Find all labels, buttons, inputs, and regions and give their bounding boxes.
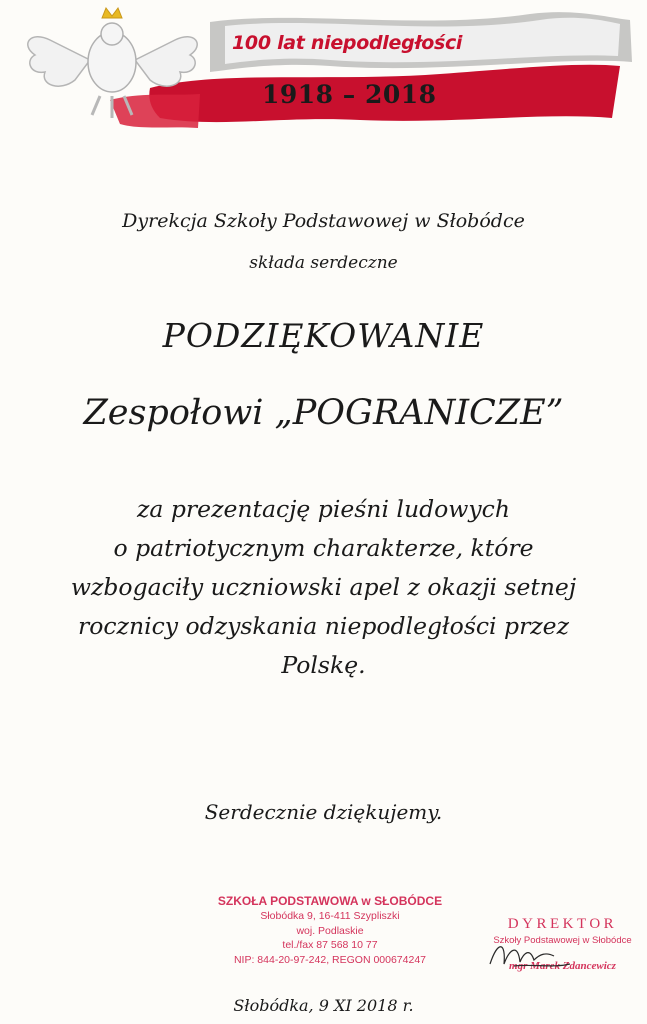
body-line: za prezentację pieśni ludowych: [137, 495, 510, 523]
body-line: wzbogaciły uczniowski apel z okazji setnej: [70, 573, 577, 601]
document-title: PODZIĘKOWANIE: [162, 316, 485, 355]
director-name: mgr Marek Zdancewicz: [509, 960, 616, 972]
banner-title: 100 lat niepodległości: [232, 32, 463, 54]
body-line: rocznicy odzyskania niepodległości przez: [78, 612, 569, 640]
stamp-phone: tel./fax 87 568 10 77: [282, 939, 378, 951]
recipient-line: Zespołowi „POGRANICZE”: [83, 393, 564, 433]
place-date: Słobódka, 9 XI 2018 r.: [233, 996, 414, 1015]
stamp-address: Słobódka 9, 16-411 Szypliszki: [260, 910, 400, 922]
body-line: o patriotycznym charakterze, które: [113, 534, 534, 562]
intro-line: składa serdeczne: [249, 253, 398, 273]
letter-body: [0, 490, 647, 685]
school-stamp: [205, 893, 455, 967]
director-school: Szkoły Podstawowej w Słobódce: [493, 935, 632, 946]
director-title: DYREKTOR: [507, 916, 618, 932]
body-line: Polskę.: [281, 651, 366, 679]
stamp-school-name: SZKOŁA PODSTAWOWA w SŁOBÓDCE: [217, 894, 443, 908]
banner-red-brush: [110, 94, 200, 128]
handwritten-signature: [484, 934, 574, 974]
banner-years: 1918 – 2018: [262, 80, 437, 109]
stamp-ids: NIP: 844-20-97-242, REGON 000674247: [233, 953, 427, 966]
header-banner: [0, 0, 647, 150]
stamp-region: woj. Podlaskie: [296, 924, 364, 937]
sender-line: Dyrekcja Szkoły Podstawowej w Słobódce: [122, 210, 525, 232]
thanks-line: Serdecznie dziękujemy.: [204, 800, 443, 824]
banner-graphic: [0, 0, 647, 150]
